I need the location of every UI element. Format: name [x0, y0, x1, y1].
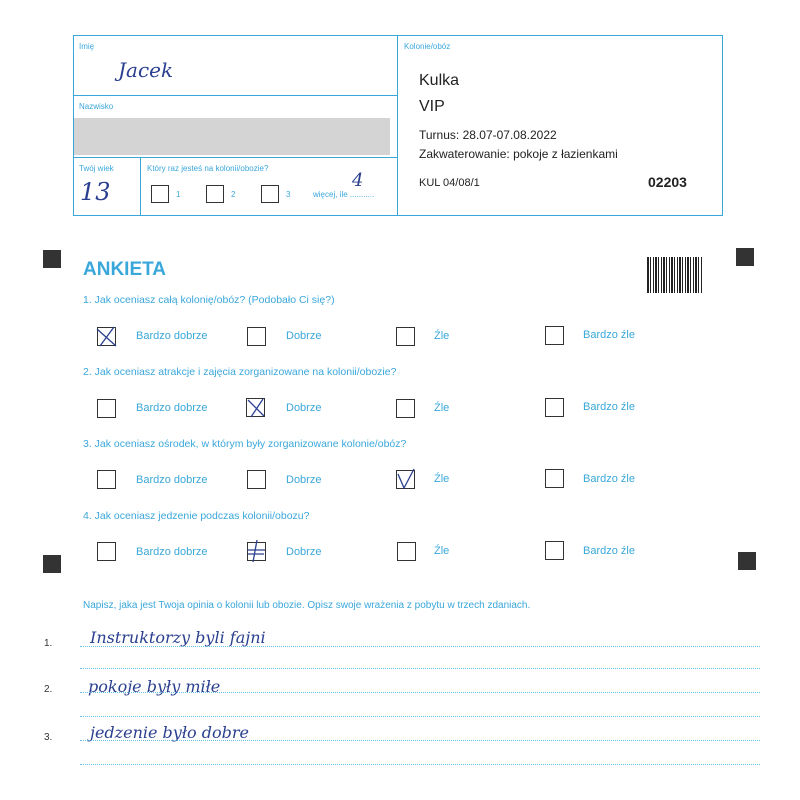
q4-checkbox-bardzo-zle[interactable] [545, 541, 564, 560]
q4-option-bardzo-zle: Bardzo źle [583, 545, 635, 557]
barcode-icon [647, 257, 702, 293]
more-label: więcej, ile ........... [313, 190, 375, 199]
camp-number: 02203 [648, 174, 687, 190]
accommodation-row [419, 147, 618, 161]
question-2-text: 2. Jak oceniasz atrakcje i zajęcia zorganizowane na kolonii/obozie? [83, 366, 397, 378]
q2-checkbox-bardzo-zle[interactable] [545, 398, 564, 417]
accommodation-label: Zakwaterowanie: [419, 147, 510, 161]
q3-checkbox-bardzo-dobrze[interactable] [97, 470, 116, 489]
opinion-line-3-text: jedzenie było dobre [90, 723, 249, 742]
times-option-1: 1 [176, 190, 181, 199]
q3-option-zle: Źle [434, 473, 450, 485]
redacted-surname [74, 118, 390, 155]
q1-option-zle: Źle [434, 330, 450, 342]
q3-checkbox-dobrze[interactable] [247, 470, 266, 489]
camp-code: KUL 04/08/1 [419, 177, 480, 189]
times-option-2: 2 [231, 190, 236, 199]
more-value: 4 [352, 170, 364, 191]
divider-h1 [73, 95, 398, 96]
name-label: Imię [79, 42, 95, 51]
age-label: Twój wiek [79, 164, 114, 173]
q1-checkbox-bardzo-zle[interactable] [545, 326, 564, 345]
registration-mark-mid-right [738, 552, 756, 570]
divider-vertical [397, 35, 398, 215]
q1-checkmark-icon [94, 324, 120, 349]
turnus-row [419, 128, 557, 142]
q4-checkmark-icon [244, 538, 268, 564]
registration-mark-top-right [736, 248, 754, 266]
q2-option-zle: Źle [434, 402, 450, 414]
q2-option-bardzo-dobrze: Bardzo dobrze [136, 402, 208, 414]
q3-option-bardzo-dobrze: Bardzo dobrze [136, 474, 208, 486]
turnus-label: Turnus: [419, 128, 460, 142]
opinion-line-2-dots [80, 692, 760, 693]
camp-name: Kulka [419, 72, 460, 89]
opinion-line-2b-dots [80, 716, 760, 717]
opinion-line-2-number: 2. [44, 684, 53, 695]
q3-option-bardzo-zle: Bardzo źle [583, 473, 635, 485]
opinion-line-3b-dots [80, 764, 760, 765]
name-value: Jacek [118, 58, 174, 82]
question-4-text: 4. Jak oceniasz jedzenie podczas kolonii/obozu? [83, 510, 310, 522]
q4-checkbox-zle[interactable] [397, 542, 416, 561]
camp-type: VIP [419, 98, 445, 115]
opinion-line-1-number: 1. [44, 638, 53, 649]
q1-option-bardzo-zle: Bardzo źle [583, 329, 635, 341]
times-label: Który raz jesteś na kolonii/obozie? [147, 164, 269, 173]
divider-h2 [73, 157, 398, 158]
q2-option-bardzo-zle: Bardzo źle [583, 401, 635, 413]
registration-mark-mid-left [43, 555, 61, 573]
surname-label: Nazwisko [79, 102, 114, 111]
q3-option-dobrze: Dobrze [286, 474, 322, 486]
age-value: 13 [80, 178, 111, 206]
q2-option-dobrze: Dobrze [286, 402, 322, 414]
divider-age [140, 157, 141, 215]
survey-title: ANKIETA [83, 259, 167, 280]
q4-option-dobrze: Dobrze [286, 546, 322, 558]
accommodation-value: pokoje z łazienkami [513, 147, 618, 161]
q3-checkbox-bardzo-zle[interactable] [545, 469, 564, 488]
opinion-prompt: Napisz, jaka jest Twoja opinia o kolonii lub obozie. Opisz swoje wrażenia z pobytu w trzech zdaniach. [83, 600, 531, 611]
opinion-line-1-text: Instruktorzy byli fajni [90, 628, 266, 647]
q2-checkmark-icon [244, 396, 268, 420]
registration-mark-top-left [43, 250, 61, 268]
opinion-line-2-text: pokoje były miłe [88, 677, 221, 696]
question-3-text: 3. Jak oceniasz ośrodek, w którym były zorganizowane kolonie/obóz? [83, 438, 407, 450]
opinion-line-3-number: 3. [44, 732, 53, 743]
question-1-text: 1. Jak oceniasz całą kolonię/obóz? (Podobało Ci się?) [83, 294, 335, 306]
q2-checkbox-bardzo-dobrze[interactable] [97, 399, 116, 418]
times-checkbox-3[interactable] [261, 185, 279, 203]
times-option-3: 3 [286, 190, 291, 199]
q4-checkbox-bardzo-dobrze[interactable] [97, 542, 116, 561]
q3-checkmark-icon [394, 466, 418, 492]
turnus-value: 28.07-07.08.2022 [462, 128, 557, 142]
q1-option-bardzo-dobrze: Bardzo dobrze [136, 330, 208, 342]
opinion-line-3-dots [80, 740, 760, 741]
opinion-line-1b-dots [80, 668, 760, 669]
opinion-line-1-dots [80, 646, 760, 647]
times-checkbox-2[interactable] [206, 185, 224, 203]
q4-option-bardzo-dobrze: Bardzo dobrze [136, 546, 208, 558]
times-checkbox-1[interactable] [151, 185, 169, 203]
q1-checkbox-dobrze[interactable] [247, 327, 266, 346]
q1-option-dobrze: Dobrze [286, 330, 322, 342]
q2-checkbox-zle[interactable] [396, 399, 415, 418]
camp-label: Kolonie/obóz [404, 42, 451, 51]
q4-option-zle: Źle [434, 545, 450, 557]
q1-checkbox-zle[interactable] [396, 327, 415, 346]
